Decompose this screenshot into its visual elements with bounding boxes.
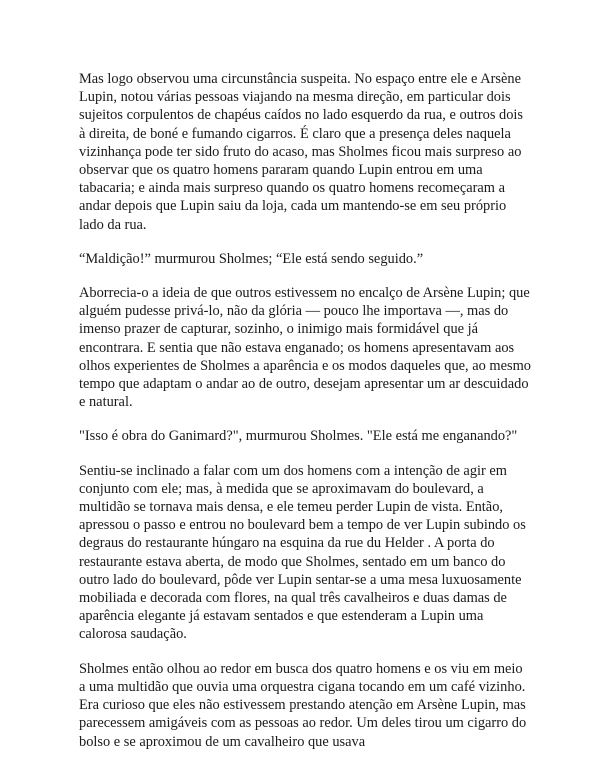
- paragraph-ganimard: "Isso é obra do Ganimard?", murmurou Sholmes. "Ele está me enganando?": [79, 428, 518, 445]
- paragraph-being-followed: “Maldição!” murmurou Sholmes; “Ele está sendo seguido.”: [79, 250, 424, 267]
- paragraph-suspicious-circumstance: Mas logo observou uma circunstância suspeita. No espaço entre ele e Arsène Lupin, notou várias pessoas viajando na mesma direção, em particular dois sujeitos corpulentos de chapéus caídos no lado esquerdo da rua, e outros dois à direita, de boné e fumando cigarros. É claro que a presença deles naquela vizinhança pode ter sido fruto do acaso, mas Sholmes ficou mais surpreso ao observar que os quatro homens pararam quando Lupin entrou em uma tabacaria; e ainda mais surpreso quando os quatro homens recomeçaram a andar depois que Lupin saiu da loja, cada um mantendo-se em seu próprio lado da rua.: [79, 71, 524, 233]
- paragraph-four-men: Sholmes então olhou ao redor em busca dos quatro homens e os viu em meio a uma multidão que ouvia uma orquestra cigana tocando em um café vizinho. Era curioso que eles não estivessem prestando atenção em Arsène Lupin, mas parecessem amigáveis com as pessoas ao redor. Um deles tirou um cigarro do bolso e se aproximou de um cavalheiro que usava: [79, 660, 527, 750]
- paragraph-annoyance: Aborrecia-o a ideia de que outros estivessem no encalço de Arsène Lupin; que alguém pudesse privá-lo, não da glória — pouco lhe importava —, mas do imenso prazer de capturar, sozinho, o inimigo mais formidável que já encontrara. E sentia que não estava enganado; os homens apresentavam aos olhos experientes de Sholmes a aparência e os modos daqueles que, ao mesmo tempo que adaptam o andar ao de outro, desejam apresentar um ar descuidado e natural.: [79, 285, 531, 411]
- document-page: [79, 70, 531, 751]
- paragraph-hungarian-restaurant: Sentiu-se inclinado a falar com um dos homens com a intenção de agir em conjunto com ele; mas, à medida que se aproximavam do boulevard, a multidão se tornava mais densa, e ele temeu perder Lupin de vista. Então, apressou o passo e entrou no boulevard bem a tempo de ver Lupin subindo os degraus do restaurante húngaro na esquina da rue du Helder . A porta do restaurante estava aberta, de modo que Sholmes, sentado em um banco do outro lado do boulevard, pôde ver Lupin sentar-se a uma mesa luxuosamente mobiliada e decorada com flores, na qual três cavalheiros e duas damas de aparência elegante já estavam sentados e que estenderam a Lupin uma calorosa saudação.: [79, 462, 526, 643]
